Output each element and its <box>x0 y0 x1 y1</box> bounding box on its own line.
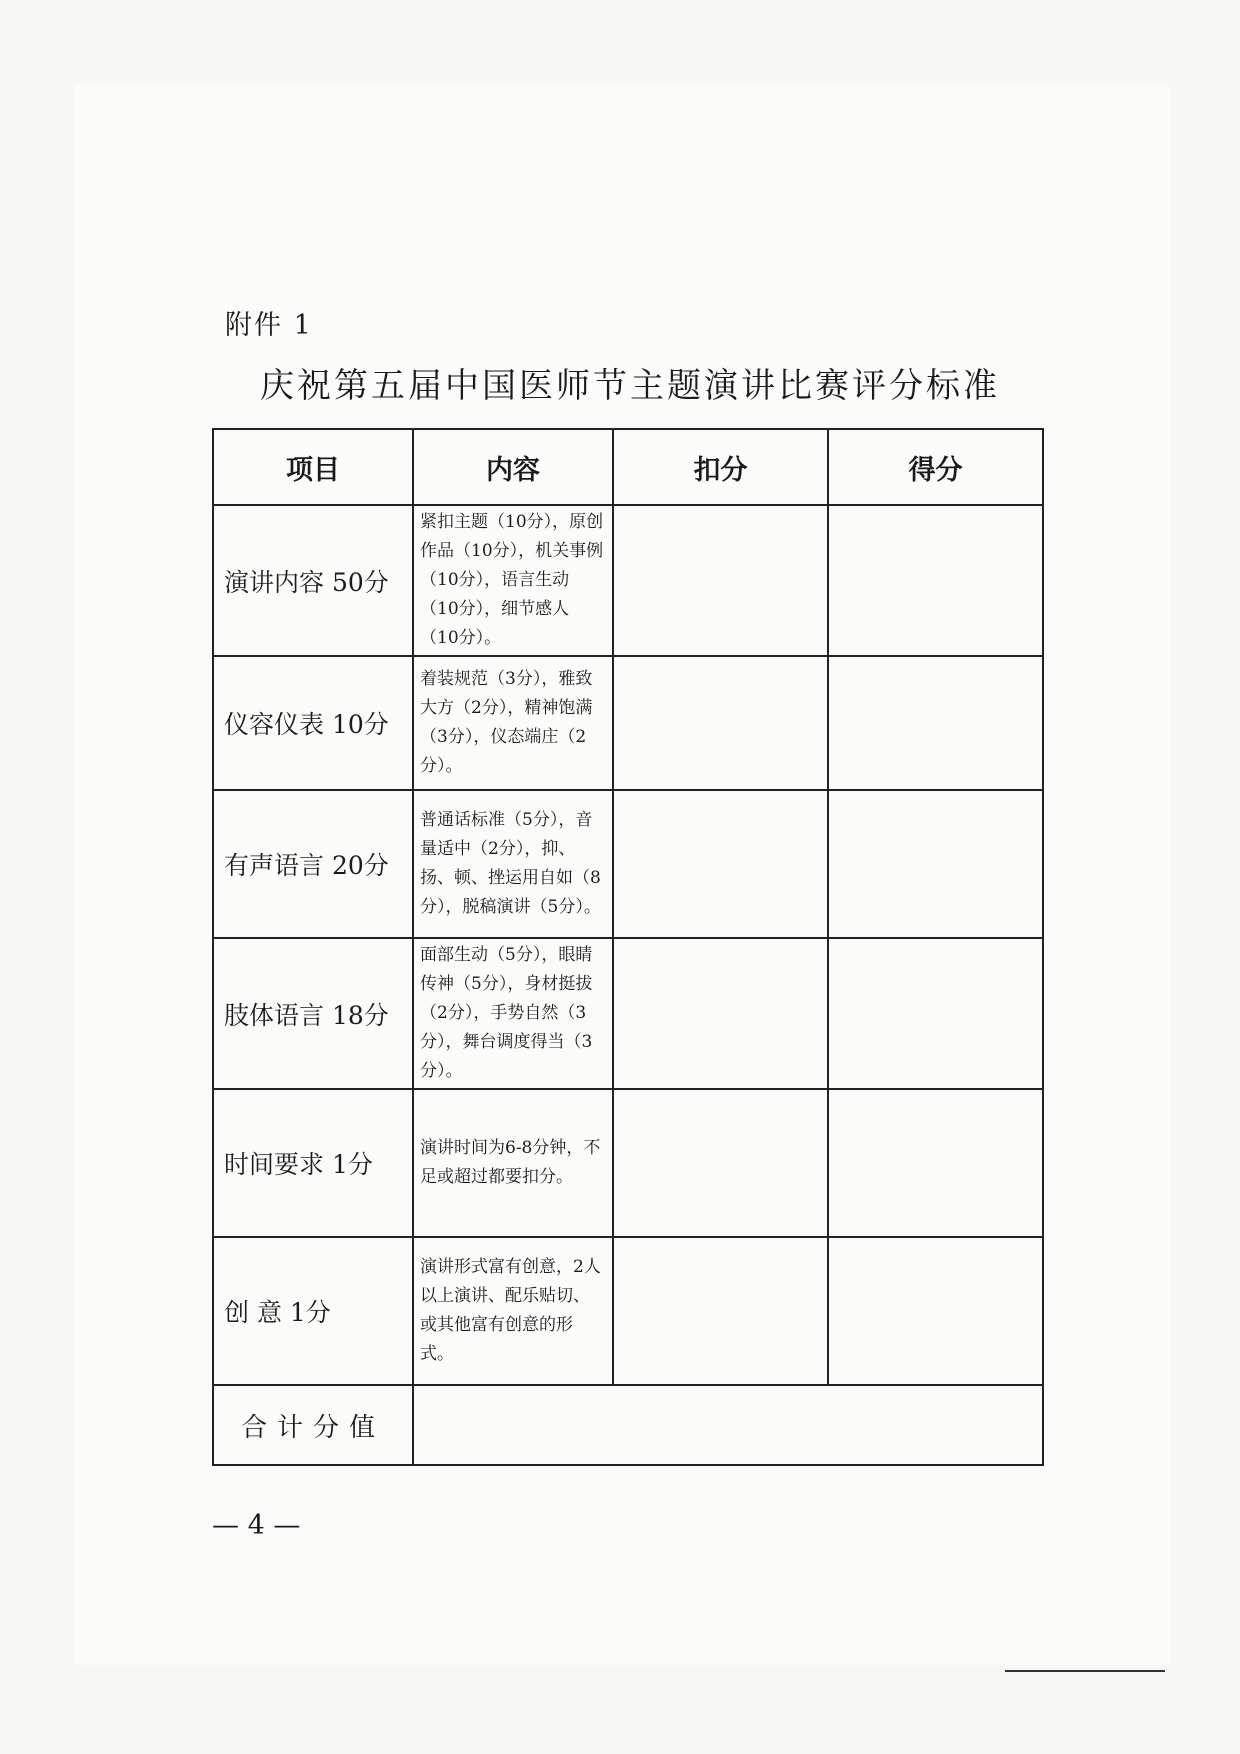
header-score: 得分 <box>828 429 1043 505</box>
page-number: — 4 — <box>212 1510 301 1541</box>
item-cell: 创 意 1分 <box>213 1237 413 1385</box>
table-row <box>213 790 1043 938</box>
content-cell: 普通话标准（5分），音量适中（2分），抑、扬、顿、挫运用自如（8分），脱稿演讲（5分）。 <box>413 790 613 938</box>
item-cell: 演讲内容 50分 <box>213 505 413 656</box>
total-row <box>213 1385 1043 1465</box>
content-cell: 紧扣主题（10分），原创作品（10分），机关事例（10分），语言生动（10分），细节感人（10分）。 <box>413 505 613 656</box>
table-row <box>213 938 1043 1089</box>
content-cell: 着装规范（3分），雅致大方（2分），精神饱满（3分），仪态端庄（2分）。 <box>413 656 613 790</box>
header-item: 项目 <box>213 429 413 505</box>
deduction-cell[interactable] <box>613 790 828 938</box>
deduction-cell[interactable] <box>613 938 828 1089</box>
score-cell[interactable] <box>828 790 1043 938</box>
item-cell: 仪容仪表 10分 <box>213 656 413 790</box>
score-cell[interactable] <box>828 505 1043 656</box>
document-title: 庆祝第五届中国医师节主题演讲比赛评分标准 <box>260 366 1000 406</box>
table-row <box>213 1237 1043 1385</box>
item-cell: 时间要求 1分 <box>213 1089 413 1237</box>
table-header-row <box>213 429 1043 505</box>
table-row <box>213 656 1043 790</box>
item-cell: 有声语言 20分 <box>213 790 413 938</box>
deduction-cell[interactable] <box>613 656 828 790</box>
deduction-cell[interactable] <box>613 505 828 656</box>
header-content: 内容 <box>413 429 613 505</box>
score-cell[interactable] <box>828 656 1043 790</box>
total-value-cell[interactable] <box>413 1385 1043 1465</box>
total-label: 合计分值 <box>213 1385 413 1465</box>
score-cell[interactable] <box>828 1237 1043 1385</box>
edge-rule <box>1005 1670 1165 1672</box>
content-cell: 面部生动（5分），眼睛传神（5分），身材挺拔（2分），手势自然（3分），舞台调度得当（3分）。 <box>413 938 613 1089</box>
attachment-label: 附件 1 <box>225 310 313 341</box>
deduction-cell[interactable] <box>613 1089 828 1237</box>
table-row <box>213 505 1043 656</box>
score-cell[interactable] <box>828 1089 1043 1237</box>
item-cell: 肢体语言 18分 <box>213 938 413 1089</box>
content-cell: 演讲时间为6-8分钟，不足或超过都要扣分。 <box>413 1089 613 1237</box>
deduction-cell[interactable] <box>613 1237 828 1385</box>
header-deduction: 扣分 <box>613 429 828 505</box>
scoring-table <box>212 428 1044 1466</box>
score-cell[interactable] <box>828 938 1043 1089</box>
content-cell: 演讲形式富有创意，2人以上演讲、配乐贴切、或其他富有创意的形式。 <box>413 1237 613 1385</box>
table-row <box>213 1089 1043 1237</box>
